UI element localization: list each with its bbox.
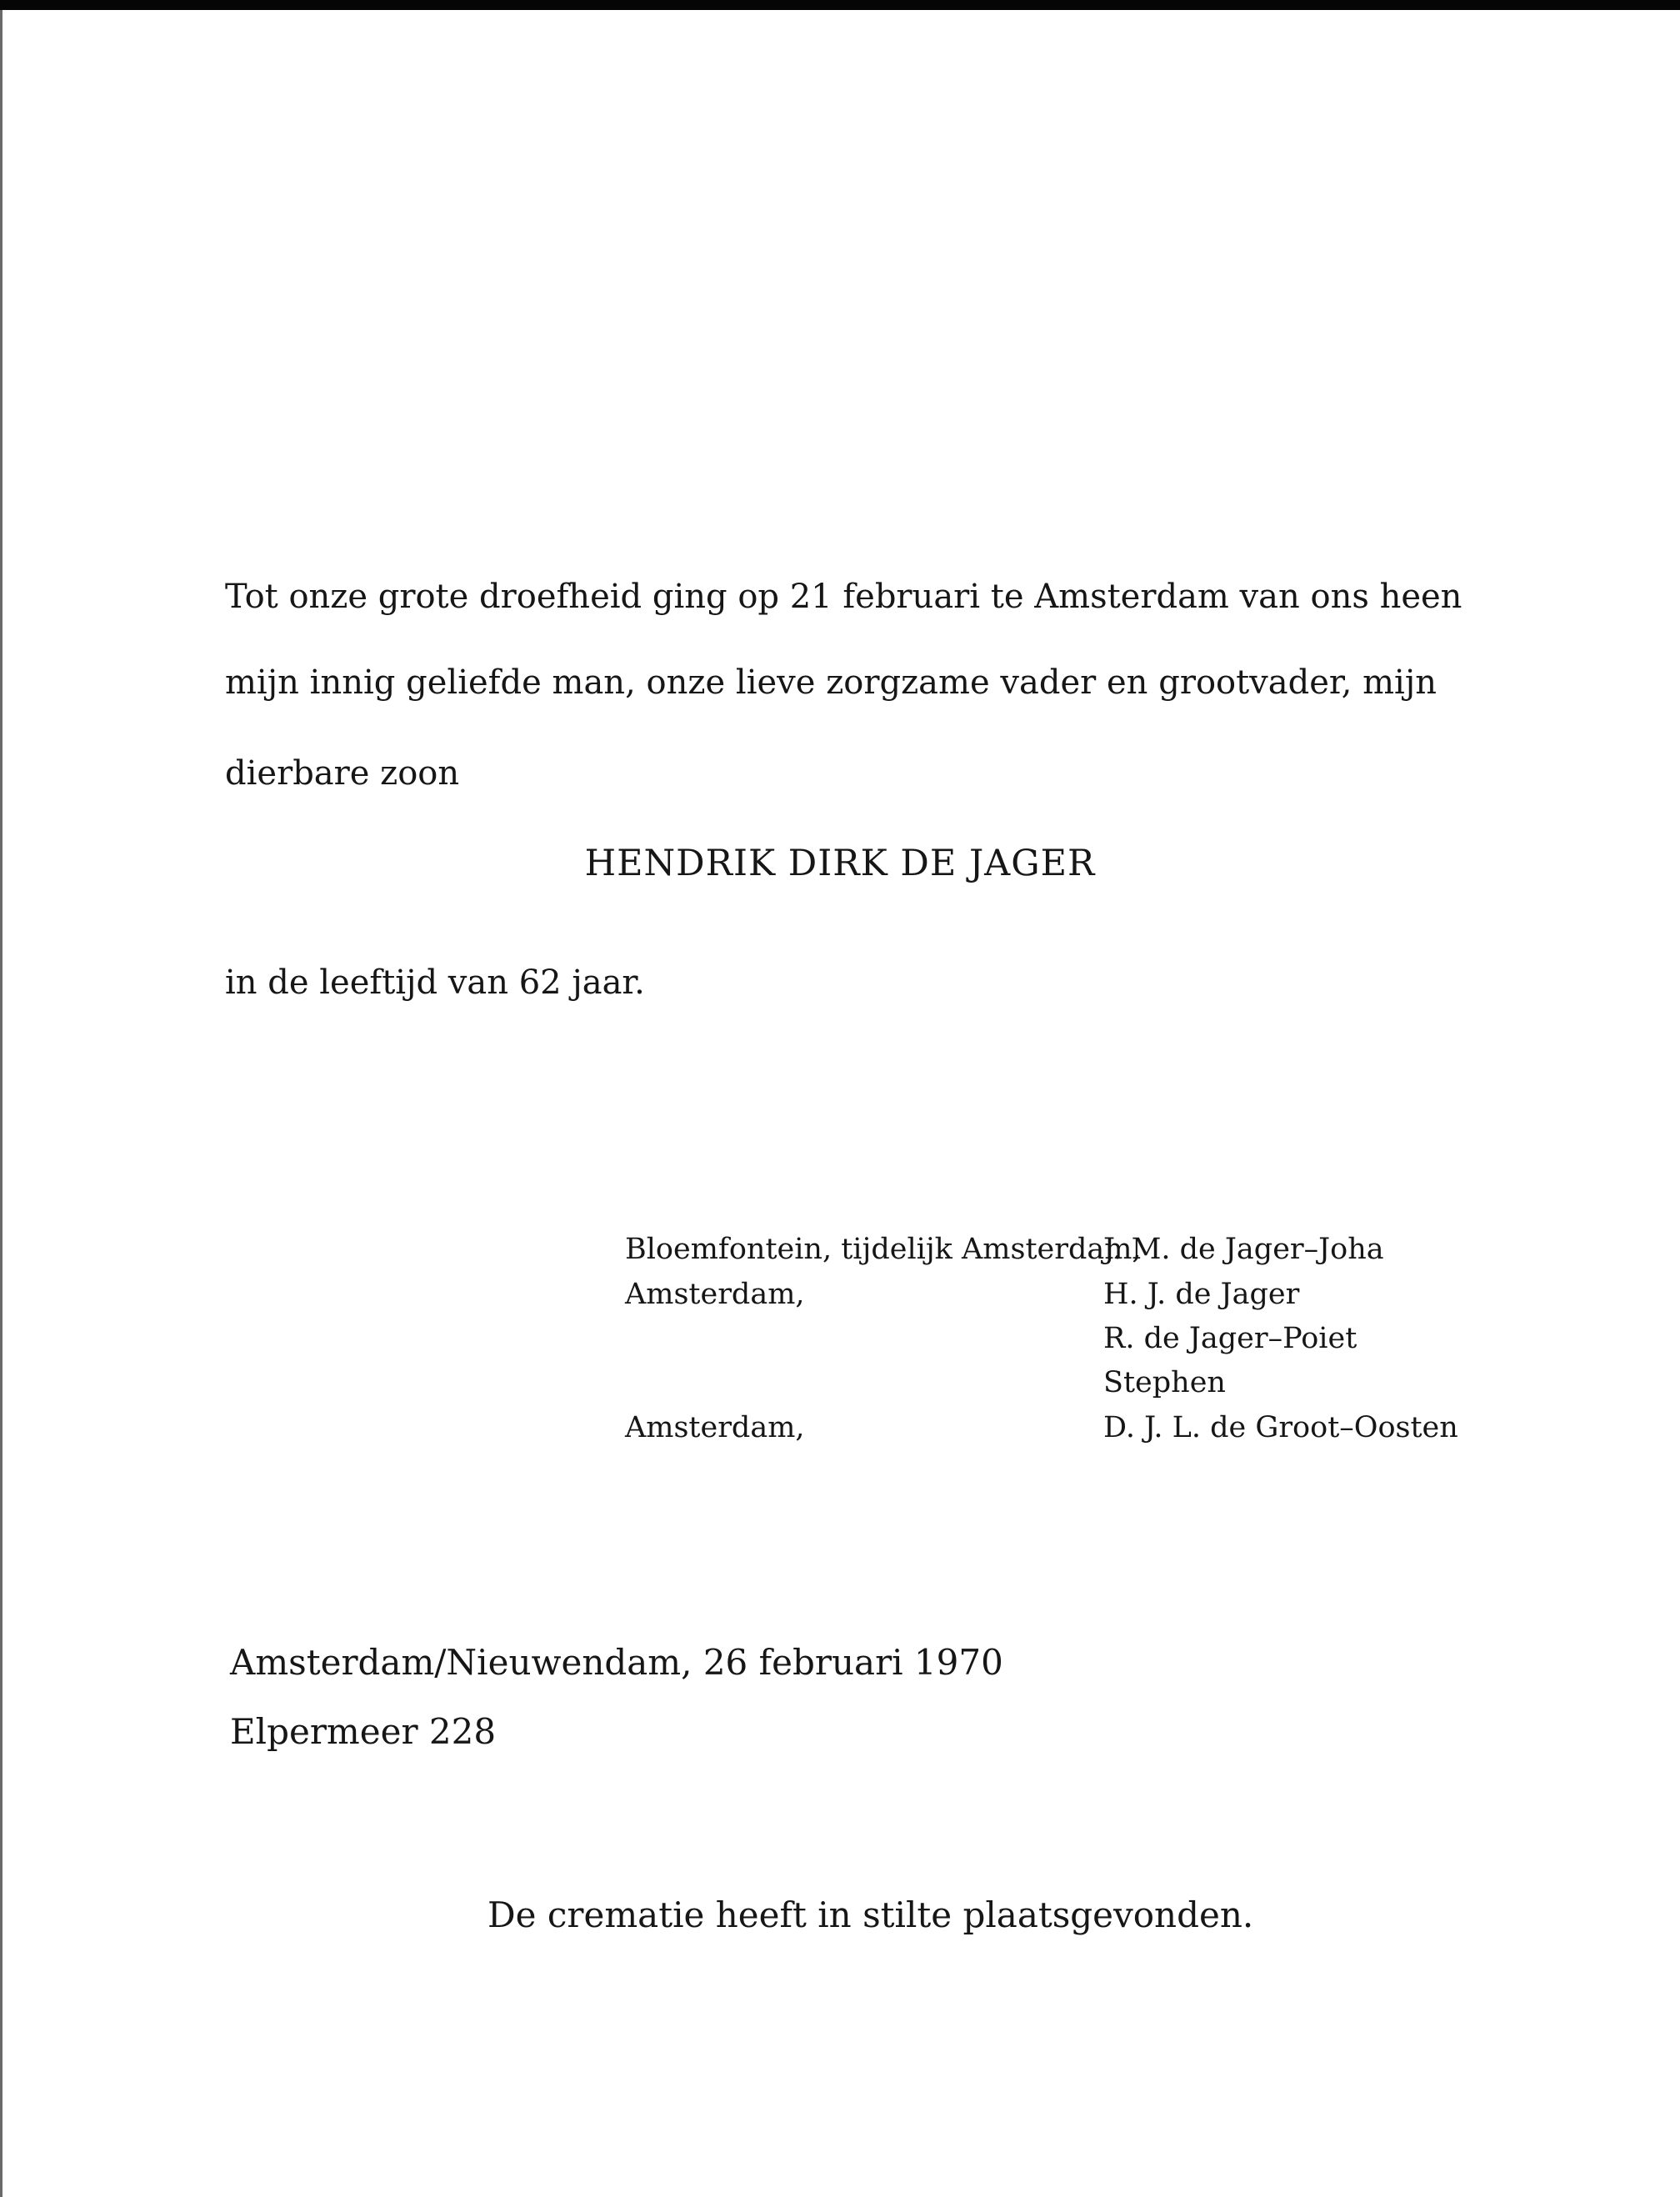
signatory-place: Bloemfontein, tijdelijk Amsterdam, — [625, 1233, 1142, 1266]
cremation-note: De crematie heeft in stilte plaatsgevonden. — [488, 1894, 1254, 1935]
announcement-line-3: dierbare zoon — [225, 754, 460, 793]
signatory-name: D. J. L. de Groot–Oosten — [1103, 1411, 1458, 1444]
signatory-place: Amsterdam, — [625, 1411, 805, 1444]
scan-left-edge — [0, 10, 2, 2197]
signatory-name: H. J. de Jager — [1103, 1278, 1300, 1311]
signatory-name: R. de Jager–Poiet — [1103, 1322, 1358, 1355]
deceased-name: HENDRIK DIRK DE JAGER — [584, 843, 1096, 884]
signatory-place: Amsterdam, — [625, 1278, 805, 1311]
street-address: Elpermeer 228 — [230, 1711, 497, 1752]
signatory-name: J. M. de Jager–Joha — [1103, 1233, 1384, 1266]
signatory-name: Stephen — [1103, 1366, 1226, 1399]
age-line: in de leeftijd van 62 jaar. — [225, 963, 645, 1002]
announcement-line-1: Tot onze grote droefheid ging op 21 februari te Amsterdam van ons heen — [225, 578, 1462, 616]
place-and-date: Amsterdam/Nieuwendam, 26 februari 1970 — [230, 1642, 1003, 1683]
scan-top-border — [0, 0, 1680, 10]
announcement-line-2: mijn innig geliefde man, onze lieve zorgzame vader en grootvader, mijn — [225, 663, 1437, 702]
